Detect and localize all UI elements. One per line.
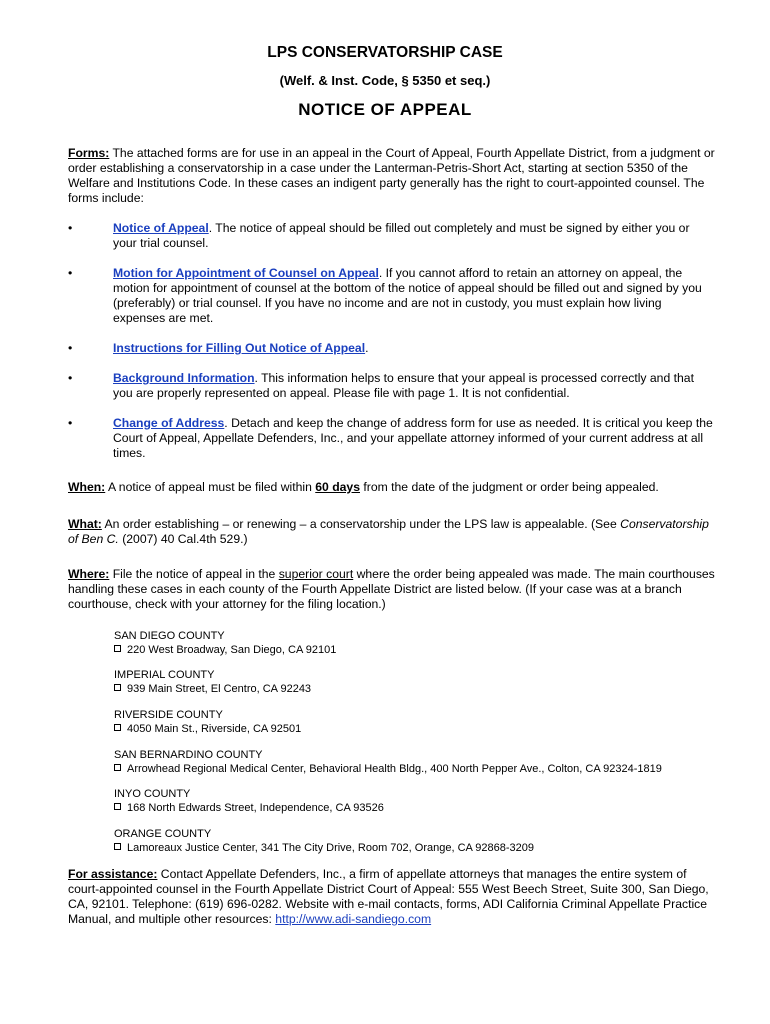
when-paragraph: When: A notice of appeal must be filed within 60 days from the date of the judgment or order being appealed. — [68, 480, 659, 494]
when-label: When: — [68, 480, 106, 494]
bullet-text: . Detach and keep the change of address form for use as needed. It is critical you keep the Court of Appeal, Appellate Defenders, Inc., and your appellate attorney informed of your current address at all times. — [113, 416, 713, 460]
county-entry — [114, 668, 714, 696]
county-name: ORANGE COUNTY — [114, 828, 212, 840]
forms-label: Forms: — [68, 146, 110, 160]
county-address: 939 Main Street, El Centro, CA 92243 — [127, 683, 312, 695]
checkbox-icon — [114, 764, 121, 771]
county-name: SAN BERNARDINO COUNTY — [114, 749, 263, 761]
superior-court-emphasis: superior court — [278, 567, 354, 581]
checkbox-icon — [114, 684, 121, 691]
county-name: RIVERSIDE COUNTY — [114, 709, 223, 721]
where-label: Where: — [68, 567, 110, 581]
where-paragraph: Where: File the notice of appeal in the superior court where the order being appealed was made. The main courthouses handling these cases in each county of the Fourth Appellate District are listed below. (If your case was at a branch courthouse, check with your attorney for the filing location.) — [68, 567, 715, 611]
deadline-emphasis: 60 days — [315, 480, 360, 494]
bullet-text: . If you cannot afford to retain an attorney on appeal, the motion for appointment of counsel at the bottom of the notice of appeal should be filled out and signed by you (preferably) or trial counsel. If you have no income and are not in custody, you must explain how living expenses are met. — [113, 266, 702, 325]
bullet-text: . This information helps to ensure that your appeal is processed correctly and that you are properly represented on appeal. Please file with page 1. It is not confidential. — [113, 371, 694, 400]
bullet-text: . The notice of appeal should be filled out completely and must be signed by either you or your trial counsel. — [113, 221, 690, 250]
background-info-link[interactable]: Background Information — [113, 371, 255, 385]
document-title: LPS CONSERVATORSHIP CASE — [267, 44, 503, 61]
checkbox-icon — [114, 803, 121, 810]
county-name: INYO COUNTY — [114, 788, 191, 800]
notice-of-appeal-link[interactable]: Notice of Appeal — [113, 221, 209, 235]
county-address: 220 West Broadway, San Diego, CA 92101 — [127, 644, 337, 656]
forms-paragraph — [68, 146, 716, 206]
checkbox-icon — [114, 843, 121, 850]
motion-counsel-link[interactable]: Motion for Appointment of Counsel on Appeal — [113, 266, 379, 280]
county-address: 4050 Main St., Riverside, CA 92501 — [127, 723, 302, 735]
instructions-link[interactable]: Instructions for Filling Out Notice of Appeal — [113, 341, 366, 355]
case-name: Conservatorship of Ben C. — [68, 517, 709, 546]
bullet-icon: • — [68, 221, 73, 235]
assistance-paragraph: For assistance: Contact Appellate Defenders, Inc., a firm of appellate attorneys that manages the entire system of court-appointed counsel in the Fourth Appellate District Court of Appeal: 555 West Beech Street, Suite 300, San Diego, CA, 92101. Telephone: (619) 696-0282. Website with e-mail contacts, forms, ADI California Criminal Appellate Practice Manual, and multiple other resources: http://www.adi-sandiego.com — [68, 867, 709, 926]
county-entry — [114, 708, 714, 736]
bullet-icon: • — [68, 416, 73, 430]
code-citation: (Welf. & Inst. Code, § 5350 et seq.) — [279, 73, 491, 88]
what-label: What: — [68, 517, 102, 531]
checkbox-icon — [114, 724, 121, 731]
county-entry — [114, 629, 714, 657]
county-entry — [114, 748, 714, 776]
county-name: SAN DIEGO COUNTY — [114, 630, 225, 642]
change-of-address-link[interactable]: Change of Address — [113, 416, 225, 430]
bullet-icon: • — [68, 341, 73, 355]
checkbox-icon — [114, 645, 121, 652]
county-entry — [114, 787, 714, 815]
county-entry — [114, 827, 714, 855]
what-paragraph: What: An order establishing – or renewing – a conservatorship under the LPS law is appealable. (See Conservatorship of Ben C. (2007) 40 Cal.4th 529.) — [68, 517, 709, 546]
bullet-text: . — [365, 341, 369, 355]
county-address: Lamoreaux Justice Center, 341 The City Drive, Room 702, Orange, CA 92868-3209 — [127, 842, 535, 854]
county-name: IMPERIAL COUNTY — [114, 669, 215, 681]
notice-heading: NOTICE OF APPEAL — [298, 100, 472, 119]
county-address: Arrowhead Regional Medical Center, Behavioral Health Bldg., 400 North Pepper Ave., Colton, CA 92324-1819 — [127, 763, 662, 775]
bullet-icon: • — [68, 371, 73, 385]
assistance-label: For assistance: — [68, 867, 158, 881]
website-link[interactable]: http://www.adi-sandiego.com — [275, 912, 432, 926]
forms-text: The attached forms are for use in an appeal in the Court of Appeal, Fourth Appellate District, from a judgment or order establishing a conservatorship in a case under the Lanterman-Petris-Short Act, starting at section 5350 of the Welfare and Institutions Code. In these cases an indigent party generally has the right to court-appointed counsel. The forms include: — [68, 146, 715, 205]
county-address: 168 North Edwards Street, Independence, CA 93526 — [127, 802, 384, 814]
bullet-icon: • — [68, 266, 73, 280]
